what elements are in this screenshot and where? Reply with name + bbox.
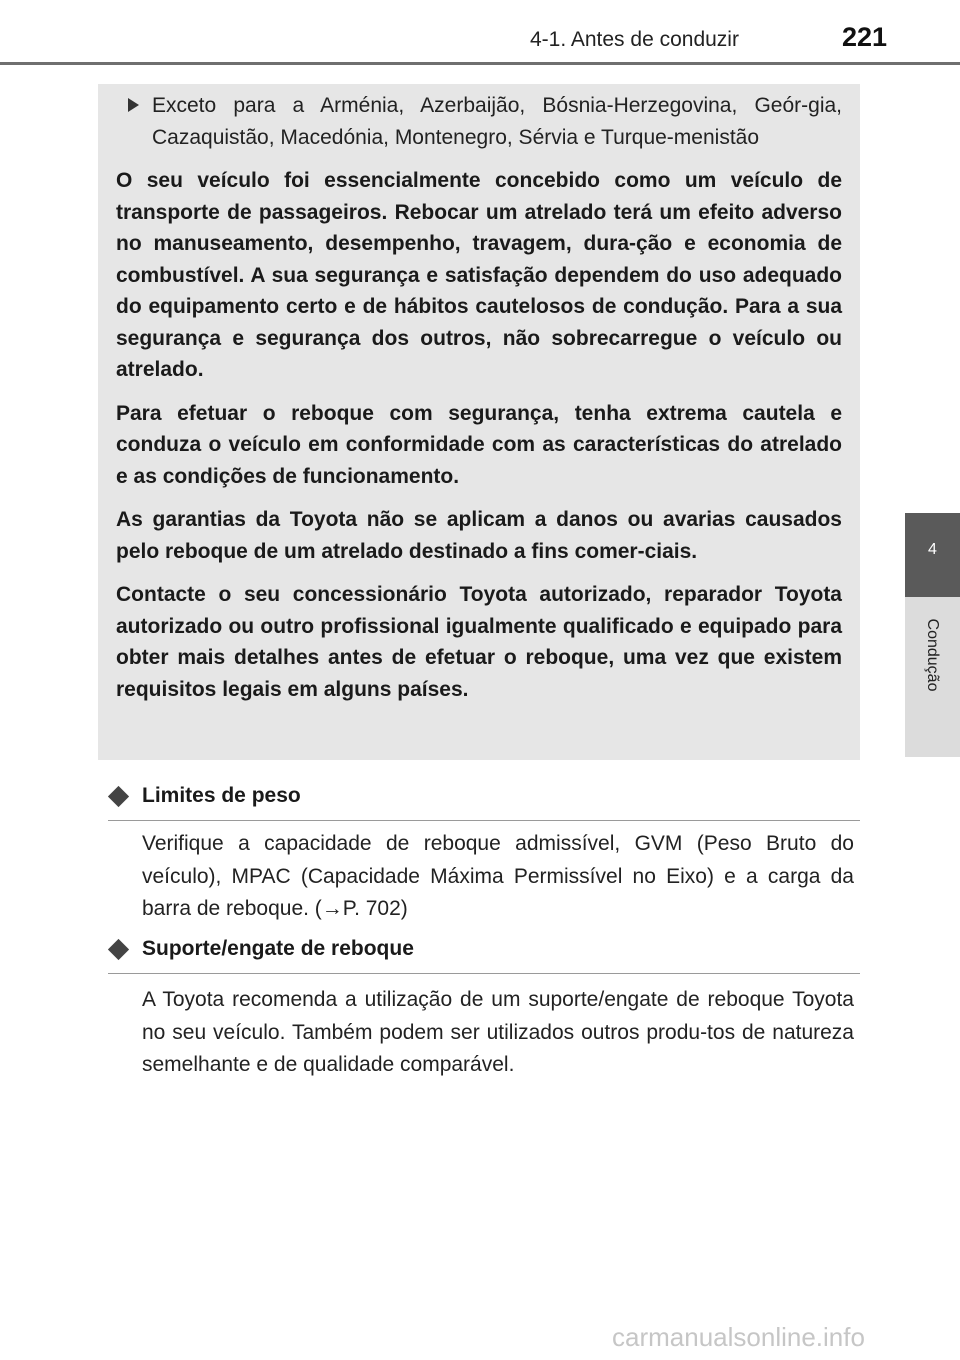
page-number: 221 [842,22,888,52]
caution-paragraph: Para efetuar o reboque com segurança, tenha extrema cautela e conduza o veículo em conformidade com as características do atrelado e as condições de funcionamento. [116,401,842,488]
watermark: carmanualsonline.info [612,1322,865,1352]
section-heading-weight-limits [108,784,860,821]
header-section-title: 4-1. Antes de conduzir [530,28,739,51]
chapter-number: 4 [928,541,937,558]
caution-paragraph: O seu veículo foi essencialmente concebido como um veículo de transporte de passageiros. Rebocar um atrelado terá um efeito adverso no manuseamento, desempenho, travagem, dura-ção e economia de combustível. A sua segurança e satisfação dependem do uso adequado do equipamento certo e de hábitos cautelosos de condução. Para a sua segurança e segurança dos outros, não sobrecarregue o veículo ou atrelado. [116,169,842,381]
arrow-right-icon [128,98,139,112]
section-heading-text: Limites de peso [142,784,301,807]
diamond-bullet-icon [108,939,129,960]
caution-bullet [116,90,842,153]
caution-bullet-text: Exceto para a Arménia, Azerbaijão, Bósnia-Herzegovina, Geór-gia, Cazaquistão, Macedónia, Montenegro, Sérvia e Turque-menistão [152,94,842,149]
caution-paragraph: As garantias da Toyota não se aplicam a danos ou avarias causados pelo reboque de um atrelado destinado a fins comer-ciais. [116,508,842,563]
header-divider [0,62,960,65]
chapter-tab [905,513,960,597]
caution-paragraph: Contacte o seu concessionário Toyota autorizado, reparador Toyota autorizado ou outro profissional igualmente qualificado e equipado para obter mais detalhes antes de efetuar o reboque, uma vez que existem requisitos legais em alguns países. [116,583,842,701]
section-body-weight-limits: Verifique a capacidade de reboque admissível, GVM (Peso Bruto do veículo), MPAC (Capacidade Máxima Permissível no Eixo) e a carga da barra de reboque. (→P. 702) [142,832,854,920]
diamond-bullet-icon [108,786,129,807]
section-heading-text: Suporte/engate de reboque [142,937,414,960]
caution-box [98,84,860,760]
chapter-label: Condução [924,618,941,692]
section-heading-tow-hitch [108,937,860,974]
section-body-tow-hitch: A Toyota recomenda a utilização de um suporte/engate de reboque Toyota no seu veículo. Também podem ser utilizados outros produ-tos de natureza semelhante e de qualidade comparável. [142,988,854,1076]
